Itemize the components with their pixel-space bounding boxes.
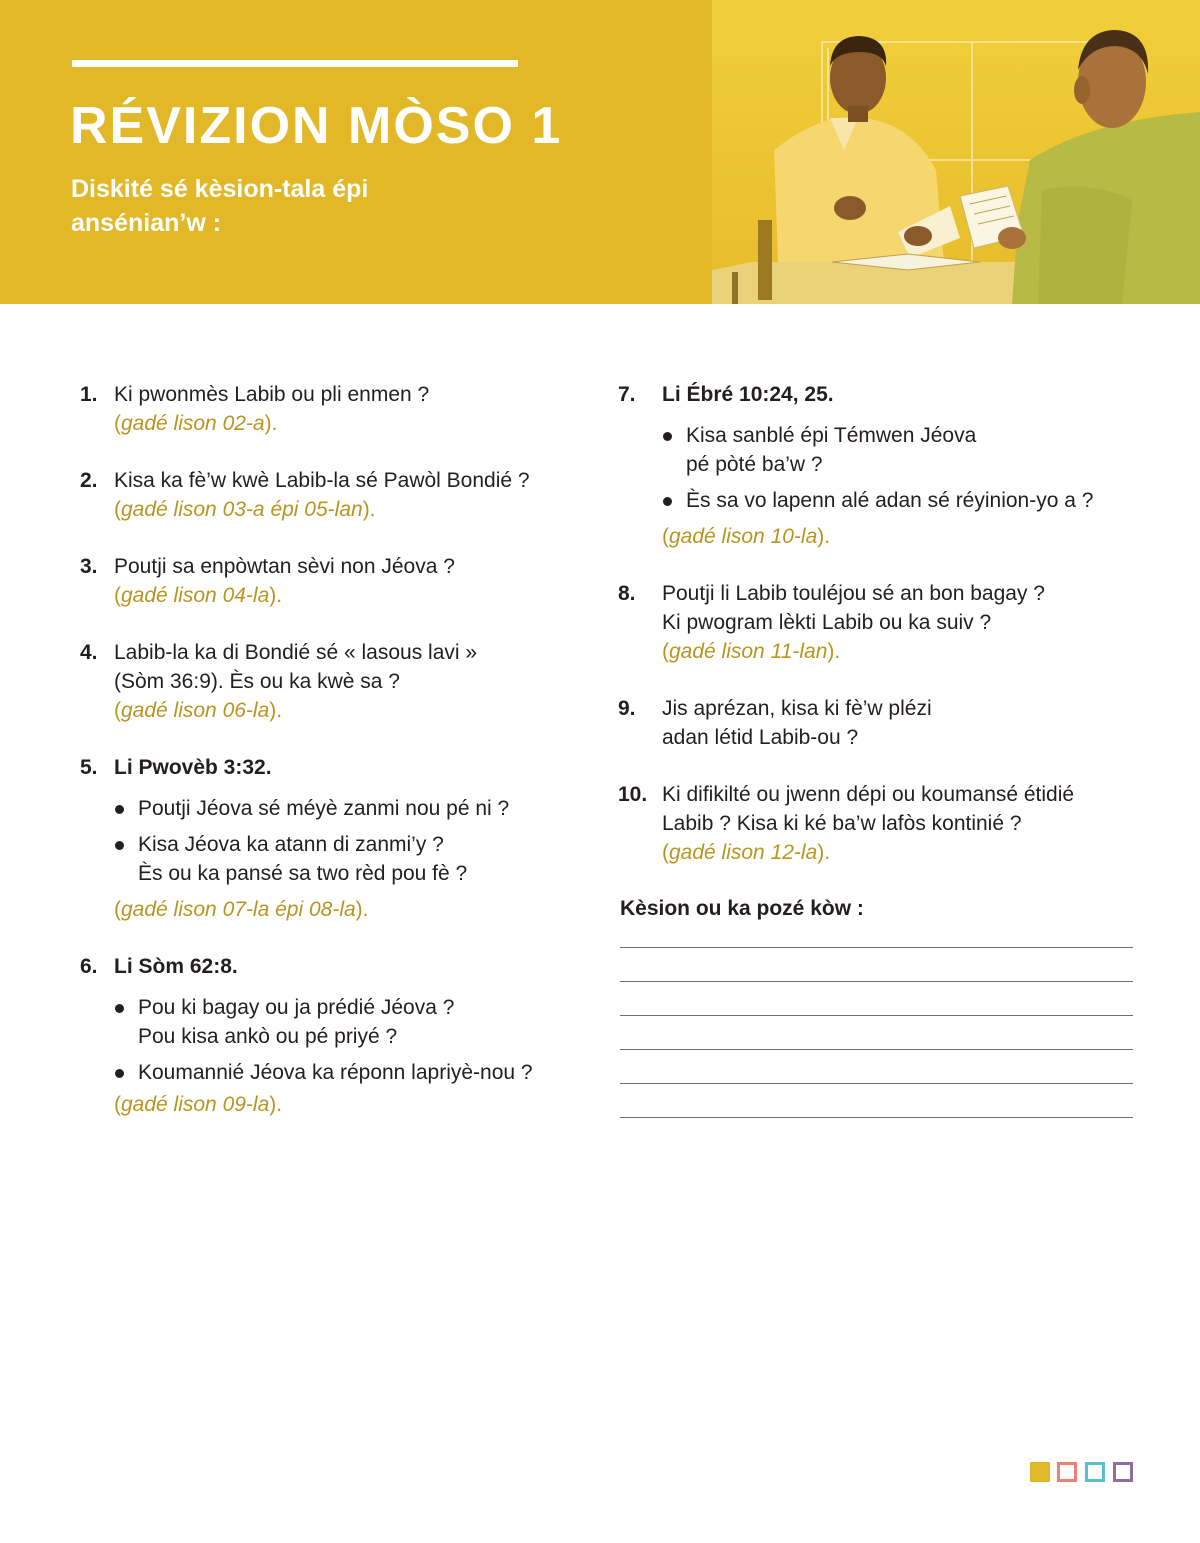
sub-question: Kisa Jéova ka atann di zanmi’y ? Ès ou ka pansé sa two rèd pou fè ? [114, 830, 580, 888]
question-text: Ki pwogram lèkti Labib ou ka suiv ? [662, 611, 992, 634]
question-10 [618, 780, 1138, 867]
question-number: 4. [80, 641, 98, 664]
sub-questions [114, 993, 580, 1087]
question-text: Jis aprézan, kisa ki fè’w plézi [662, 697, 932, 720]
question-6 [80, 952, 580, 1119]
question-text: Ki pwonmès Labib ou pli enmen ? [114, 383, 430, 406]
question-text: Poutji sa enpòwtan sèvi non Jéova ? [114, 555, 455, 578]
scripture-reading: Li Pwovèb 3:32. [114, 756, 272, 779]
note-writing-line[interactable] [620, 981, 1133, 982]
question-text: Kisa ka fè’w kwè Labib-la sé Pawòl Bondié ? [114, 469, 530, 492]
question-text: Poutji li Labib touléjou sé an bon bagay ? [662, 582, 1045, 605]
bullet-icon [115, 841, 124, 850]
bullet-icon [663, 432, 672, 441]
lesson-reference: (gadé lison 10-la). [662, 525, 831, 548]
section-square-icon [1057, 1462, 1077, 1482]
question-number: 10. [618, 783, 648, 806]
question-number: 7. [618, 383, 636, 406]
lesson-reference: (gadé lison 03-a épi 05-lan). [114, 498, 376, 521]
question-number: 8. [618, 582, 636, 605]
lesson-reference: (gadé lison 12-la). [662, 841, 831, 864]
question-1 [80, 380, 580, 438]
note-writing-line[interactable] [620, 1083, 1133, 1084]
question-text: Labib-la ka di Bondié sé « lasous lavi » [114, 641, 478, 664]
section-square-icon [1085, 1462, 1105, 1482]
lesson-reference: (gadé lison 02-a). [114, 412, 278, 435]
sub-question: Koumannié Jéova ka réponn lapriyè-nou ? [114, 1058, 580, 1087]
question-number: 3. [80, 555, 98, 578]
question-7 [618, 380, 1138, 551]
question-number: 9. [618, 697, 636, 720]
question-8 [618, 579, 1138, 666]
bullet-icon [663, 497, 672, 506]
title-rule [72, 60, 518, 67]
sub-question: Poutji Jéova sé méyè zanmi nou pé ni ? [114, 794, 580, 823]
note-writing-line[interactable] [620, 947, 1133, 948]
header-banner [0, 0, 1200, 304]
scripture-reading: Li Ébré 10:24, 25. [662, 383, 834, 406]
questions-right-column [618, 380, 1138, 895]
note-writing-line[interactable] [620, 1049, 1133, 1050]
sub-questions [662, 421, 1138, 515]
question-number: 6. [80, 955, 98, 978]
bullet-icon [115, 1069, 124, 1078]
question-text: Ki difikilté ou jwenn dépi ou koumansé étidié [662, 783, 1075, 806]
questions-left-column [80, 380, 580, 1147]
question-number: 2. [80, 469, 98, 492]
lesson-reference: (gadé lison 06-la). [114, 699, 283, 722]
question-3 [80, 552, 580, 610]
question-4 [80, 638, 580, 725]
lesson-reference: (gadé lison 07-la épi 08-la). [114, 898, 369, 921]
section-square-icon [1030, 1462, 1050, 1482]
note-writing-line[interactable] [620, 1117, 1133, 1118]
lesson-reference: (gadé lison 04-la). [114, 584, 283, 607]
scripture-reading: Li Sòm 62:8. [114, 955, 238, 978]
lesson-reference: (gadé lison 09-la). [114, 1093, 283, 1116]
question-number: 1. [80, 383, 98, 406]
study-illustration [712, 0, 1200, 304]
question-number: 5. [80, 756, 98, 779]
bullet-icon [115, 805, 124, 814]
notes-label: Kèsion ou ka pozé kòw : [620, 897, 864, 920]
question-text: Labib ? Kisa ki ké ba’w lafòs kontinié ? [662, 812, 1022, 835]
sub-question: Ès sa vo lapenn alé adan sé réyinion-yo a ? [662, 486, 1138, 515]
sub-questions [114, 794, 580, 888]
sub-question: Pou ki bagay ou ja prédié Jéova ? Pou kisa ankò ou pé priyé ? [114, 993, 580, 1051]
question-5 [80, 753, 580, 924]
section-square-icon [1113, 1462, 1133, 1482]
bullet-icon [115, 1004, 124, 1013]
question-9 [618, 694, 1138, 752]
question-text: adan létid Labib-ou ? [662, 726, 859, 749]
note-writing-line[interactable] [620, 1015, 1133, 1016]
page-subtitle: Diskité sé kèsion-tala épi ansénian’w : [71, 175, 369, 237]
sub-question: Kisa sanblé épi Témwen Jéova pé pòté ba’w ? [662, 421, 1138, 479]
question-text: (Sòm 36:9). Ès ou ka kwè sa ? [114, 670, 400, 693]
lesson-reference: (gadé lison 11-lan). [662, 640, 841, 663]
question-2 [80, 466, 580, 524]
page-title: RÉVIZION MÒSO 1 [70, 97, 563, 155]
